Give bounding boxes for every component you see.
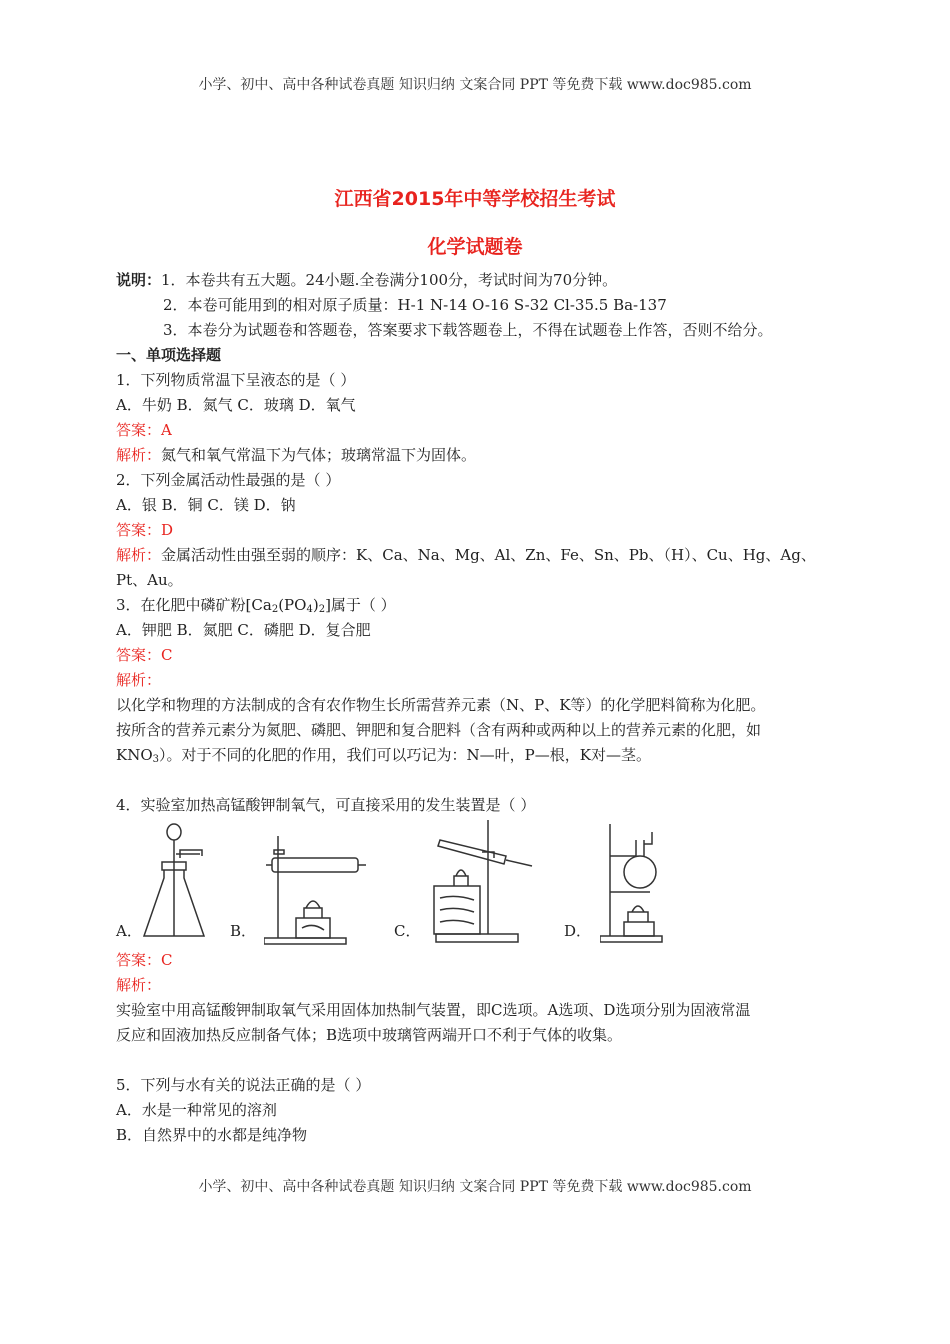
instruction-3: 3．本卷分为试题卷和答题卷，答案要求下载答题卷上，不得在试题卷上作答，否则不给分。 <box>163 321 773 339</box>
instruction-1: 说明：1．本卷共有五大题。24小题.全卷满分100分，考试时间为70分钟。 <box>116 271 618 289</box>
apparatus-c-test-tube-lamp-icon <box>432 818 542 946</box>
q2-analysis-line1: 解析：金属活动性由强至弱的顺序：K、Ca、Na、Mg、Al、Zn、Fe、Sn、Pb、（H）、Cu、Hg、Ag、 <box>116 546 816 564</box>
q3-answer: 答案：C <box>116 646 173 664</box>
q4-label-b: B． <box>230 922 257 940</box>
apparatus-b-tube-lamp-icon <box>264 818 369 946</box>
q4-analysis-label: 解析： <box>116 976 162 994</box>
q2-analysis-label: 解析： <box>116 546 162 564</box>
q3-analysis-label: 解析： <box>116 671 162 689</box>
apparatus-d-round-flask-lamp-icon <box>600 818 670 946</box>
q2-stem: 2．下列金属活动性最强的是（ ） <box>116 471 341 489</box>
q2-options: A．银 B．铜 C．镁 D．钠 <box>116 496 296 514</box>
q1-options: A．牛奶 B．氮气 C．玻璃 D．氧气 <box>116 396 356 414</box>
q4-analysis-line2: 反应和固液加热反应制备气体；B选项中玻璃管两端开口不利于气体的收集。 <box>116 1026 623 1044</box>
q4-stem: 4．实验室加热高锰酸钾制氧气，可直接采用的发生装置是（ ） <box>116 796 536 814</box>
q4-analysis-line1: 实验室中用高锰酸钾制取氧气采用固体加热制气装置，即C选项。A选项、D选项分别为固液常温 <box>116 1001 751 1019</box>
q4-answer: 答案：C <box>116 951 173 969</box>
section-heading: 一、单项选择题 <box>116 346 222 364</box>
q5-stem: 5．下列与水有关的说法正确的是（ ） <box>116 1076 371 1094</box>
q1-stem: 1．下列物质常温下呈液态的是（ ） <box>116 371 356 389</box>
q2-analysis-line2: Pt、Au。 <box>116 571 183 589</box>
q4-apparatus-row <box>116 818 846 948</box>
q2-answer: 答案：D <box>116 521 174 539</box>
q5-option-b: B．自然界中的水都是纯净物 <box>116 1126 308 1144</box>
q3-stem: 3．在化肥中磷矿粉$[Ca_2(PO_4)_2]$属于（ ） <box>116 596 396 615</box>
q4-label-a: A． <box>116 922 142 940</box>
q3-analysis-line2: 按所含的营养元素分为氮肥、磷肥、钾肥和复合肥料（含有两种或两种以上的营养元素的化肥，如 <box>116 721 762 739</box>
exam-subtitle: 化学试题卷 <box>427 236 523 258</box>
q3-options: A．钾肥 B．氮肥 C．磷肥 D．复合肥 <box>116 621 371 639</box>
q5-option-a: A．水是一种常见的溶剂 <box>116 1101 277 1119</box>
apparatus-a-flask-funnel-icon <box>140 818 210 946</box>
q3-analysis-line1: 以化学和物理的方法制成的含有农作物生长所需营养元素（N、P、K等）的化学肥料简称为化肥。 <box>116 696 766 714</box>
document-body <box>116 268 846 1148</box>
footer-banner: 小学、初中、高中各种试卷真题 知识归纳 文案合同 PPT 等免费下载 www.doc985.com <box>198 1179 752 1195</box>
header-banner: 小学、初中、高中各种试卷真题 知识归纳 文案合同 PPT 等免费下载 www.doc985.com <box>198 77 752 93</box>
q4-label-d: D． <box>564 922 592 940</box>
q1-analysis-label: 解析： <box>116 446 162 464</box>
instructions-label: 说明： <box>116 271 162 289</box>
q1-answer: 答案：A <box>116 421 172 439</box>
instruction-2: 2．本卷可能用到的相对原子质量：H-1 N-14 O-16 S-32 Cl-35.5 Ba-137 <box>163 296 667 314</box>
q3-analysis-line3: $KNO_3$）。对于不同的化肥的作用，我们可以巧记为：N—叶，P—根，K对—茎。 <box>116 746 651 765</box>
q4-label-c: C． <box>394 922 421 940</box>
exam-title: 江西省2015年中等学校招生考试 <box>334 188 616 210</box>
q1-analysis: 解析：氮气和氧气常温下为气体；玻璃常温下为固体。 <box>116 446 477 464</box>
